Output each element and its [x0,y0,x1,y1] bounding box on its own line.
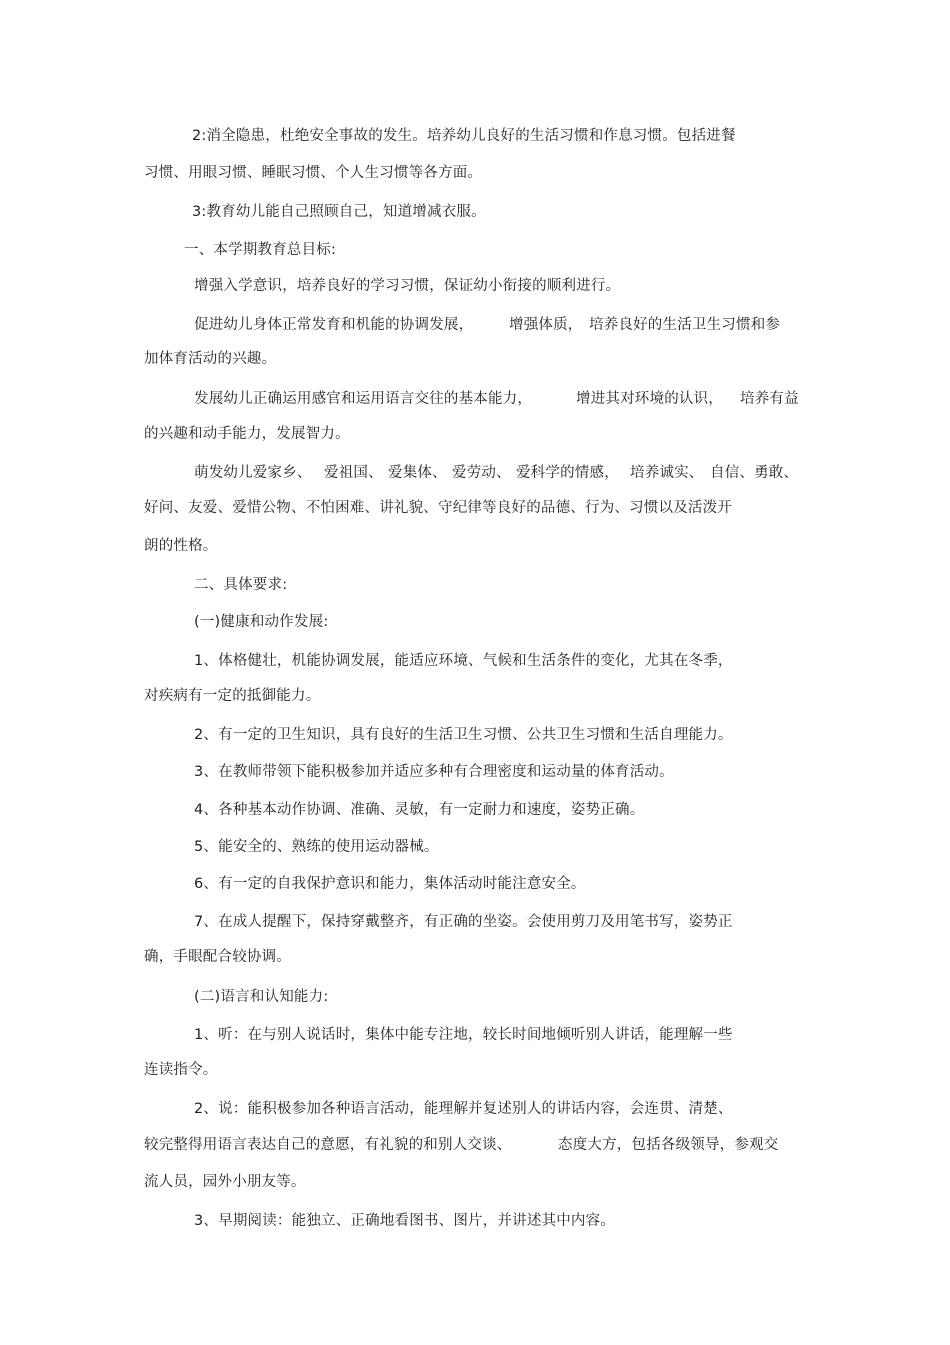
text-line: 流人员，园外小朋友等。 [144,1174,306,1190]
text-line: 朗的性格。 [144,538,218,554]
subsection-heading: (二)语言和认知能力: [194,989,329,1005]
text-line: 促进幼儿身体正常发育和机能的协调发展， [194,317,474,333]
text-line: 确，手眼配合较协调。 [144,949,291,965]
text-line: 爱科学的情感， [516,465,619,481]
text-line: 爱集体、 [388,465,447,481]
text-line: 培养诚实、 [630,465,704,481]
text-line: 3、早期阅读：能独立、正确地看图书、图片，并讲述其中内容。 [194,1213,616,1229]
text-line: 3、在教师带领下能积极参加并适应多种有合理密度和运动量的体育活动。 [194,764,674,780]
section-heading: 二、具体要求: [194,577,288,593]
text-line: 较完整得用语言表达自己的意愿，有礼貌的和别人交谈、 [144,1137,512,1153]
text-line: 爱劳动、 [452,465,511,481]
text-line: 增强入学意识，培养良好的学习习惯，保证幼小衔接的顺利进行。 [194,278,621,294]
text-line: 培养有益 [740,391,799,407]
text-line: 增进其对环境的认识， [576,391,723,407]
text-line: 1、听：在与别人说话时，集体中能专注地，较长时间地倾听别人讲话，能理解一些 [194,1027,733,1043]
text-line: 好问、友爱、爱惜公物、不怕困难、讲礼貌、守纪律等良好的品德、行为、习惯以及活泼开 [144,500,732,516]
text-line: 培养良好的生活卫生习惯和参 [589,317,781,333]
text-line: 对疾病有一定的抵御能力。 [144,688,321,704]
text-line: 萌发幼儿爱家乡、 [194,465,312,481]
text-line: 态度大方，包括各级领导，参观交 [558,1137,779,1153]
text-line: 增强体质， [509,317,583,333]
text-line: 4、各种基本动作协调、准确、灵敏，有一定耐力和速度，姿势正确。 [194,802,645,818]
text-line: 爱祖国、 [324,465,383,481]
text-line: 1、体格健壮，机能协调发展，能适应环境、气候和生活条件的变化，尤其在冬季， [194,653,733,669]
text-line: 习惯、用眼习惯、睡眠习惯、个人生习惯等各方面。 [144,165,483,181]
text-line: 5、能安全的、熟练的使用运动器械。 [194,839,439,855]
text-line: 连读指令。 [144,1062,218,1078]
text-line: 7、在成人提醒下，保持穿戴整齐，有正确的坐姿。会使用剪刀及用笔书写，姿势正 [194,914,733,930]
text-line: 加体育活动的兴趣。 [144,351,277,367]
text-line: 的兴趣和动手能力，发展智力。 [144,426,350,442]
text-line: 自信、勇敢、 [710,465,799,481]
text-line: 3:教育幼儿能自己照顾自己，知道增减衣服。 [192,204,486,220]
text-line: 发展幼儿正确运用感官和运用语言交往的基本能力， [194,391,533,407]
section-heading: 一、本学期教育总目标: [184,242,337,258]
text-line: 2:消全隐患，杜绝安全事故的发生。培养幼儿良好的生活习惯和作息习惯。包括进餐 [192,128,736,144]
text-line: 6、有一定的自我保护意识和能力，集体活动时能注意安全。 [194,876,586,892]
text-line: 2、有一定的卫生知识，具有良好的生活卫生习惯、公共卫生习惯和生活自理能力。 [194,727,733,743]
text-line: 2、说：能积极参加各种语言活动，能理解并复述别人的讲话内容，会连贯、清楚、 [194,1101,733,1117]
subsection-heading: (一)健康和动作发展: [194,614,329,630]
